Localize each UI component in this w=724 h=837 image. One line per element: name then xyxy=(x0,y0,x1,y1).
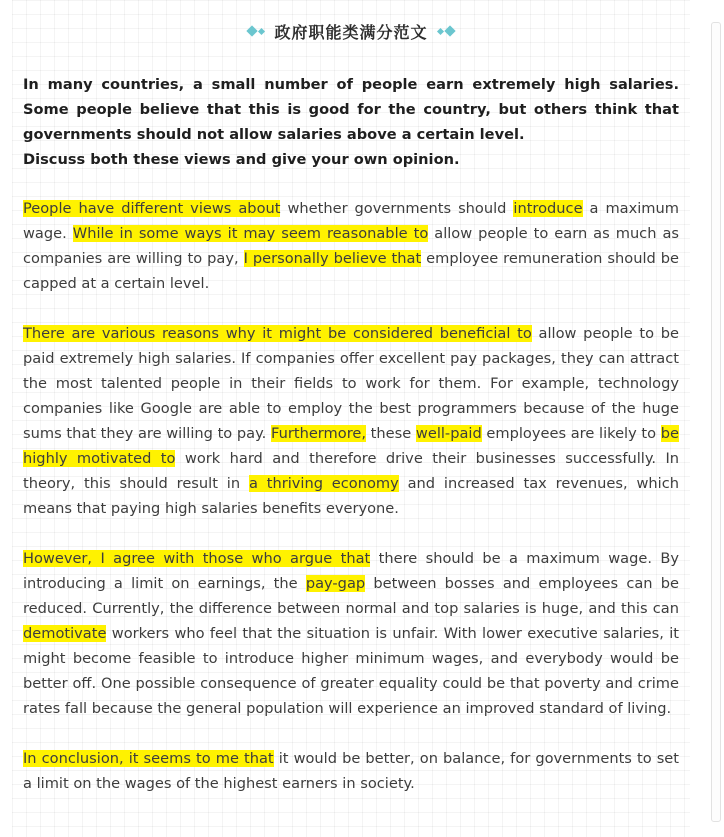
vertical-scrollbar[interactable] xyxy=(710,0,724,837)
essay-page xyxy=(12,0,690,837)
highlighted-phrase: well-paid xyxy=(415,425,482,442)
essay-question xyxy=(23,72,679,172)
diamond-ornament-right-icon xyxy=(438,27,454,35)
highlighted-phrase: In conclusion, it seems to me that xyxy=(23,750,274,767)
page-title: 政府职能类满分范文 xyxy=(274,22,428,42)
scrollbar-thumb[interactable] xyxy=(711,22,721,822)
highlighted-phrase: There are various reasons why it might be considered beneficial to xyxy=(23,325,532,342)
highlighted-phrase: pay-gap xyxy=(305,575,366,592)
highlighted-phrase: a thriving economy xyxy=(248,475,399,492)
highlighted-phrase: demotivate xyxy=(23,625,107,642)
highlighted-phrase: be highly motivated to xyxy=(23,425,680,467)
essay-paragraph-body-2: However, I agree with those who argue that there should be a maximum wage. By introducing a limit on earnings, the pay-gap between bosses and employees can be reduced. Currently, the difference between normal and top salaries is huge, and this can demotivate workers who feel that the situation is unfair. With lower executive salaries, it might become feasible to introduce higher minimum wages, and everybody would be better off. One possible consequence of greater equality could be that poverty and crime rates fall because the general population will experience an improved standard of living. xyxy=(23,550,679,717)
header xyxy=(12,17,690,45)
essay-paragraph-conclusion: In conclusion, it seems to me that it would be better, on balance, for governments to set a limit on the wages of the highest earners in society. xyxy=(23,750,679,792)
essay-paragraph-introduction: People have different views about whether governments should introduce a maximum wage. While in some ways it may seem reasonable to allow people to earn as much as companies are willing to pay, I personally believe that employee remuneration should be capped at a certain level. xyxy=(23,200,679,292)
question-instruction: Discuss both these views and give your own opinion. xyxy=(23,151,460,168)
highlighted-phrase: introduce xyxy=(513,200,583,217)
question-prompt: In many countries, a small number of people earn extremely high salaries. Some people believe that this is good for the country, but others think that governments should not allow salaries above a certain level. xyxy=(23,76,679,143)
diamond-ornament-left-icon xyxy=(248,27,264,35)
highlighted-phrase: While in some ways it may seem reasonable to xyxy=(72,225,429,242)
highlighted-phrase: Furthermore, xyxy=(271,425,366,442)
highlighted-phrase: People have different views about xyxy=(23,200,281,217)
highlighted-phrase: I personally believe that xyxy=(243,250,422,267)
highlighted-phrase: However, I agree with those who argue that xyxy=(23,550,371,567)
essay-paragraph-body-1: There are various reasons why it might be considered beneficial to allow people to be paid extremely high salaries. If companies offer excellent pay packages, they can attract the most talented people in their fields to work for them. For example, technology companies like Google are able to employ the best programmers because of the huge sums that they are willing to pay. Furthermore, these well-paid employees are likely to be highly motivated to work hard and therefore drive their businesses successfully. In theory, this should result in a thriving economy and increased tax revenues, which means that paying high salaries benefits everyone. xyxy=(23,325,680,517)
